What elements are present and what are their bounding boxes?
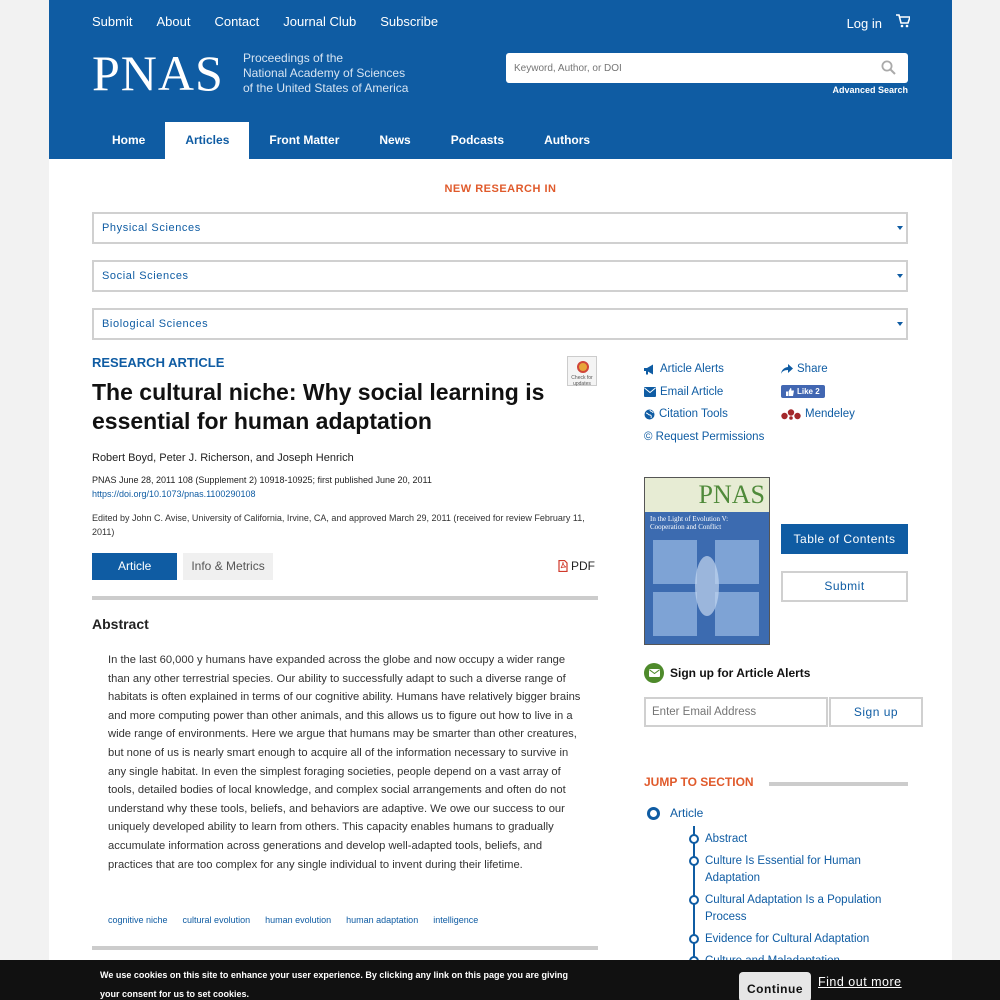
cover-artwork	[645, 534, 770, 644]
article-title: The cultural niche: Why social learning is essential for human adaptation	[92, 379, 545, 434]
caret-down-icon	[897, 322, 903, 326]
mendeley-link[interactable]	[781, 403, 855, 426]
divider	[769, 782, 908, 786]
toc-dot-icon	[689, 895, 699, 905]
toc-item[interactable]	[689, 831, 909, 848]
toc-item-label: Abstract	[705, 833, 748, 845]
toc-article-link[interactable]	[647, 806, 703, 820]
divider	[92, 596, 598, 600]
site-header	[49, 0, 952, 159]
article-tabs	[92, 553, 273, 580]
article-type: RESEARCH ARTICLE	[92, 355, 225, 370]
divider	[92, 946, 598, 950]
mendeley-label: Mendeley	[805, 408, 855, 421]
caret-down-icon	[897, 274, 903, 278]
social-sciences-dropdown[interactable]	[92, 260, 908, 292]
pdf-icon	[558, 560, 568, 572]
article-tools	[644, 358, 764, 448]
alerts-heading-label: Sign up for Article Alerts	[670, 666, 811, 680]
logo-subtitle	[243, 51, 408, 96]
tab-authors[interactable]: Authors	[544, 133, 591, 147]
cookie-banner	[0, 960, 1000, 1000]
toc-item[interactable]	[689, 892, 909, 926]
citation-tools-link[interactable]	[644, 403, 764, 426]
toc-item[interactable]	[689, 853, 909, 887]
dropdown-label: Physical Sciences	[102, 222, 201, 234]
search-icon[interactable]	[881, 60, 896, 75]
topnav-contact[interactable]: Contact	[214, 14, 260, 29]
thumbs-up-icon	[786, 388, 794, 396]
updates-icon	[577, 361, 589, 373]
top-nav	[92, 14, 462, 29]
find-out-more-link[interactable]: Find out more	[818, 975, 902, 989]
pnas-logo[interactable]: PNAS	[92, 45, 224, 101]
cover-title: In the Light of Evolution V: Cooperation and Conflict	[650, 515, 729, 531]
search-input[interactable]	[506, 53, 866, 83]
cover-logo: PNAS	[698, 480, 765, 509]
citation-tools-label: Citation Tools	[659, 408, 728, 421]
table-of-contents-button[interactable]: Table of Contents	[781, 524, 908, 554]
toc-dot-icon	[689, 934, 699, 944]
email-article-label: Email Article	[660, 385, 724, 398]
globe-icon	[644, 409, 655, 420]
toc-dot-icon	[689, 834, 699, 844]
request-permissions-label: © Request Permissions	[644, 430, 765, 443]
tab-articles[interactable]: Articles	[165, 122, 249, 159]
share-link[interactable]	[781, 358, 855, 381]
submit-button[interactable]: Submit	[781, 571, 908, 602]
email-article-link[interactable]	[644, 381, 764, 404]
physical-sciences-dropdown[interactable]	[92, 212, 908, 244]
megaphone-icon	[644, 364, 656, 375]
mendeley-icon	[781, 409, 801, 420]
toc-item-label: Culture Is Essential for Human Adaptation	[705, 855, 861, 884]
facebook-like-button[interactable]	[781, 385, 825, 398]
tab-front-matter[interactable]: Front Matter	[269, 133, 340, 147]
email-field-wrap	[644, 697, 828, 727]
article-alerts-signup-heading	[644, 663, 810, 683]
topnav-journal-club[interactable]: Journal Club	[283, 14, 357, 29]
cookie-message: We use cookies on this site to enhance your user experience. By clicking any link on this page you are giving your consent for us to set cookies.	[100, 970, 568, 999]
caret-down-icon	[897, 226, 903, 230]
login-link[interactable]: Log in	[846, 16, 882, 31]
search-box	[506, 53, 908, 83]
tab-podcasts[interactable]: Podcasts	[450, 133, 505, 147]
page	[49, 0, 952, 1000]
advanced-search-link[interactable]: Advanced Search	[832, 85, 908, 95]
abstract-heading: Abstract	[92, 616, 149, 632]
cover-masthead	[645, 478, 769, 512]
toc-item-label: Cultural Adaptation Is a Population Process	[705, 894, 882, 923]
tab-home[interactable]: Home	[112, 133, 146, 147]
article-alerts-label: Article Alerts	[660, 363, 724, 376]
jump-to-section-heading: JUMP TO SECTION	[644, 775, 754, 789]
keyword-link[interactable]: cognitive niche	[108, 915, 168, 925]
share-tools	[781, 358, 855, 426]
toc-ring-icon	[647, 807, 660, 820]
dropdown-label: Biological Sciences	[102, 318, 209, 330]
keywords	[108, 915, 478, 925]
like-count: Like 2	[797, 387, 820, 397]
toc-item[interactable]	[689, 931, 909, 948]
facebook-like	[781, 381, 855, 404]
keyword-link[interactable]: cultural evolution	[182, 915, 251, 925]
topnav-submit[interactable]: Submit	[92, 14, 133, 29]
tab-news[interactable]: News	[379, 133, 411, 147]
cart-icon[interactable]	[896, 14, 910, 28]
article-authors: Robert Boyd, Peter J. Richerson, and Joseph Henrich	[92, 452, 354, 464]
biological-sciences-dropdown[interactable]	[92, 308, 908, 340]
request-permissions-link[interactable]	[644, 426, 764, 449]
article-doi-link[interactable]: https://doi.org/10.1073/pnas.1100290108	[92, 489, 256, 499]
keyword-link[interactable]: human adaptation	[346, 915, 419, 925]
share-label: Share	[797, 363, 828, 376]
main-nav	[92, 122, 610, 159]
tab-info-metrics[interactable]: Info & Metrics	[183, 553, 272, 580]
pdf-link[interactable]	[558, 559, 595, 573]
envelope-icon	[644, 663, 664, 683]
email-field[interactable]	[646, 699, 826, 725]
check-for-updates-badge[interactable]	[567, 356, 597, 386]
logo-sub-line: National Academy of Sciences	[243, 66, 406, 80]
topnav-subscribe[interactable]: Subscribe	[380, 14, 439, 29]
share-icon	[781, 364, 793, 375]
abstract-text: In the last 60,000 y humans have expanded across the globe and now occupy a wider range than any other terrestrial species. Our ability to successfully adapt to such a diverse range of habitats is often explained in terms of our cognitive ability. Humans have relatively bigger brains and more computing power than other animals, and this allows us to figure out how to live in a wide range of environments. Here we argue that humans may be smarter than other creatures, but none of us is nearly smart enough to acquire all of the information necessary to survive in any single habitat. In even the simplest foraging societies, people depend on a vast array of tools, detailed bodies of local knowledge, and complex social arrangements and often do not understand why these tools, beliefs, and behaviors are adaptive. We owe our success to our uniquely developed ability to learn from others. This capacity enables humans to gradually accumulate information across generations and develop well-adapted tools, beliefs, and practices that are too complex for any single individual to invent during their lifetime.	[108, 654, 581, 871]
dropdown-label: Social Sciences	[102, 270, 189, 282]
logo-sub-line: of the United States of America	[243, 81, 409, 95]
sign-up-button[interactable]: Sign up	[829, 697, 923, 727]
check-updates-label: Check for updates	[571, 375, 593, 387]
tab-article[interactable]: Article	[92, 553, 177, 580]
journal-cover-image[interactable]	[644, 477, 770, 645]
article-citation: PNAS June 28, 2011 108 (Supplement 2) 10918-10925; first published June 20, 2011	[92, 475, 432, 485]
logo-sub-line: Proceedings of the	[243, 51, 344, 65]
pdf-label: PDF	[571, 559, 595, 573]
toc-dot-icon	[689, 856, 699, 866]
edited-by: Edited by John C. Avise, University of California, Irvine, CA, and approved March 29, 2011 (received for review February 11, 2011)	[92, 513, 585, 537]
article-alerts-link[interactable]	[644, 358, 764, 381]
keyword-link[interactable]: human evolution	[265, 915, 332, 925]
keyword-link[interactable]: intelligence	[433, 915, 479, 925]
continue-button[interactable]: Continue	[739, 972, 811, 1000]
envelope-icon	[644, 387, 656, 397]
new-research-heading: NEW RESEARCH IN	[444, 183, 557, 195]
toc-article-label: Article	[670, 806, 704, 820]
toc-item-label: Evidence for Cultural Adaptation	[705, 933, 870, 945]
topnav-about[interactable]: About	[156, 14, 191, 29]
